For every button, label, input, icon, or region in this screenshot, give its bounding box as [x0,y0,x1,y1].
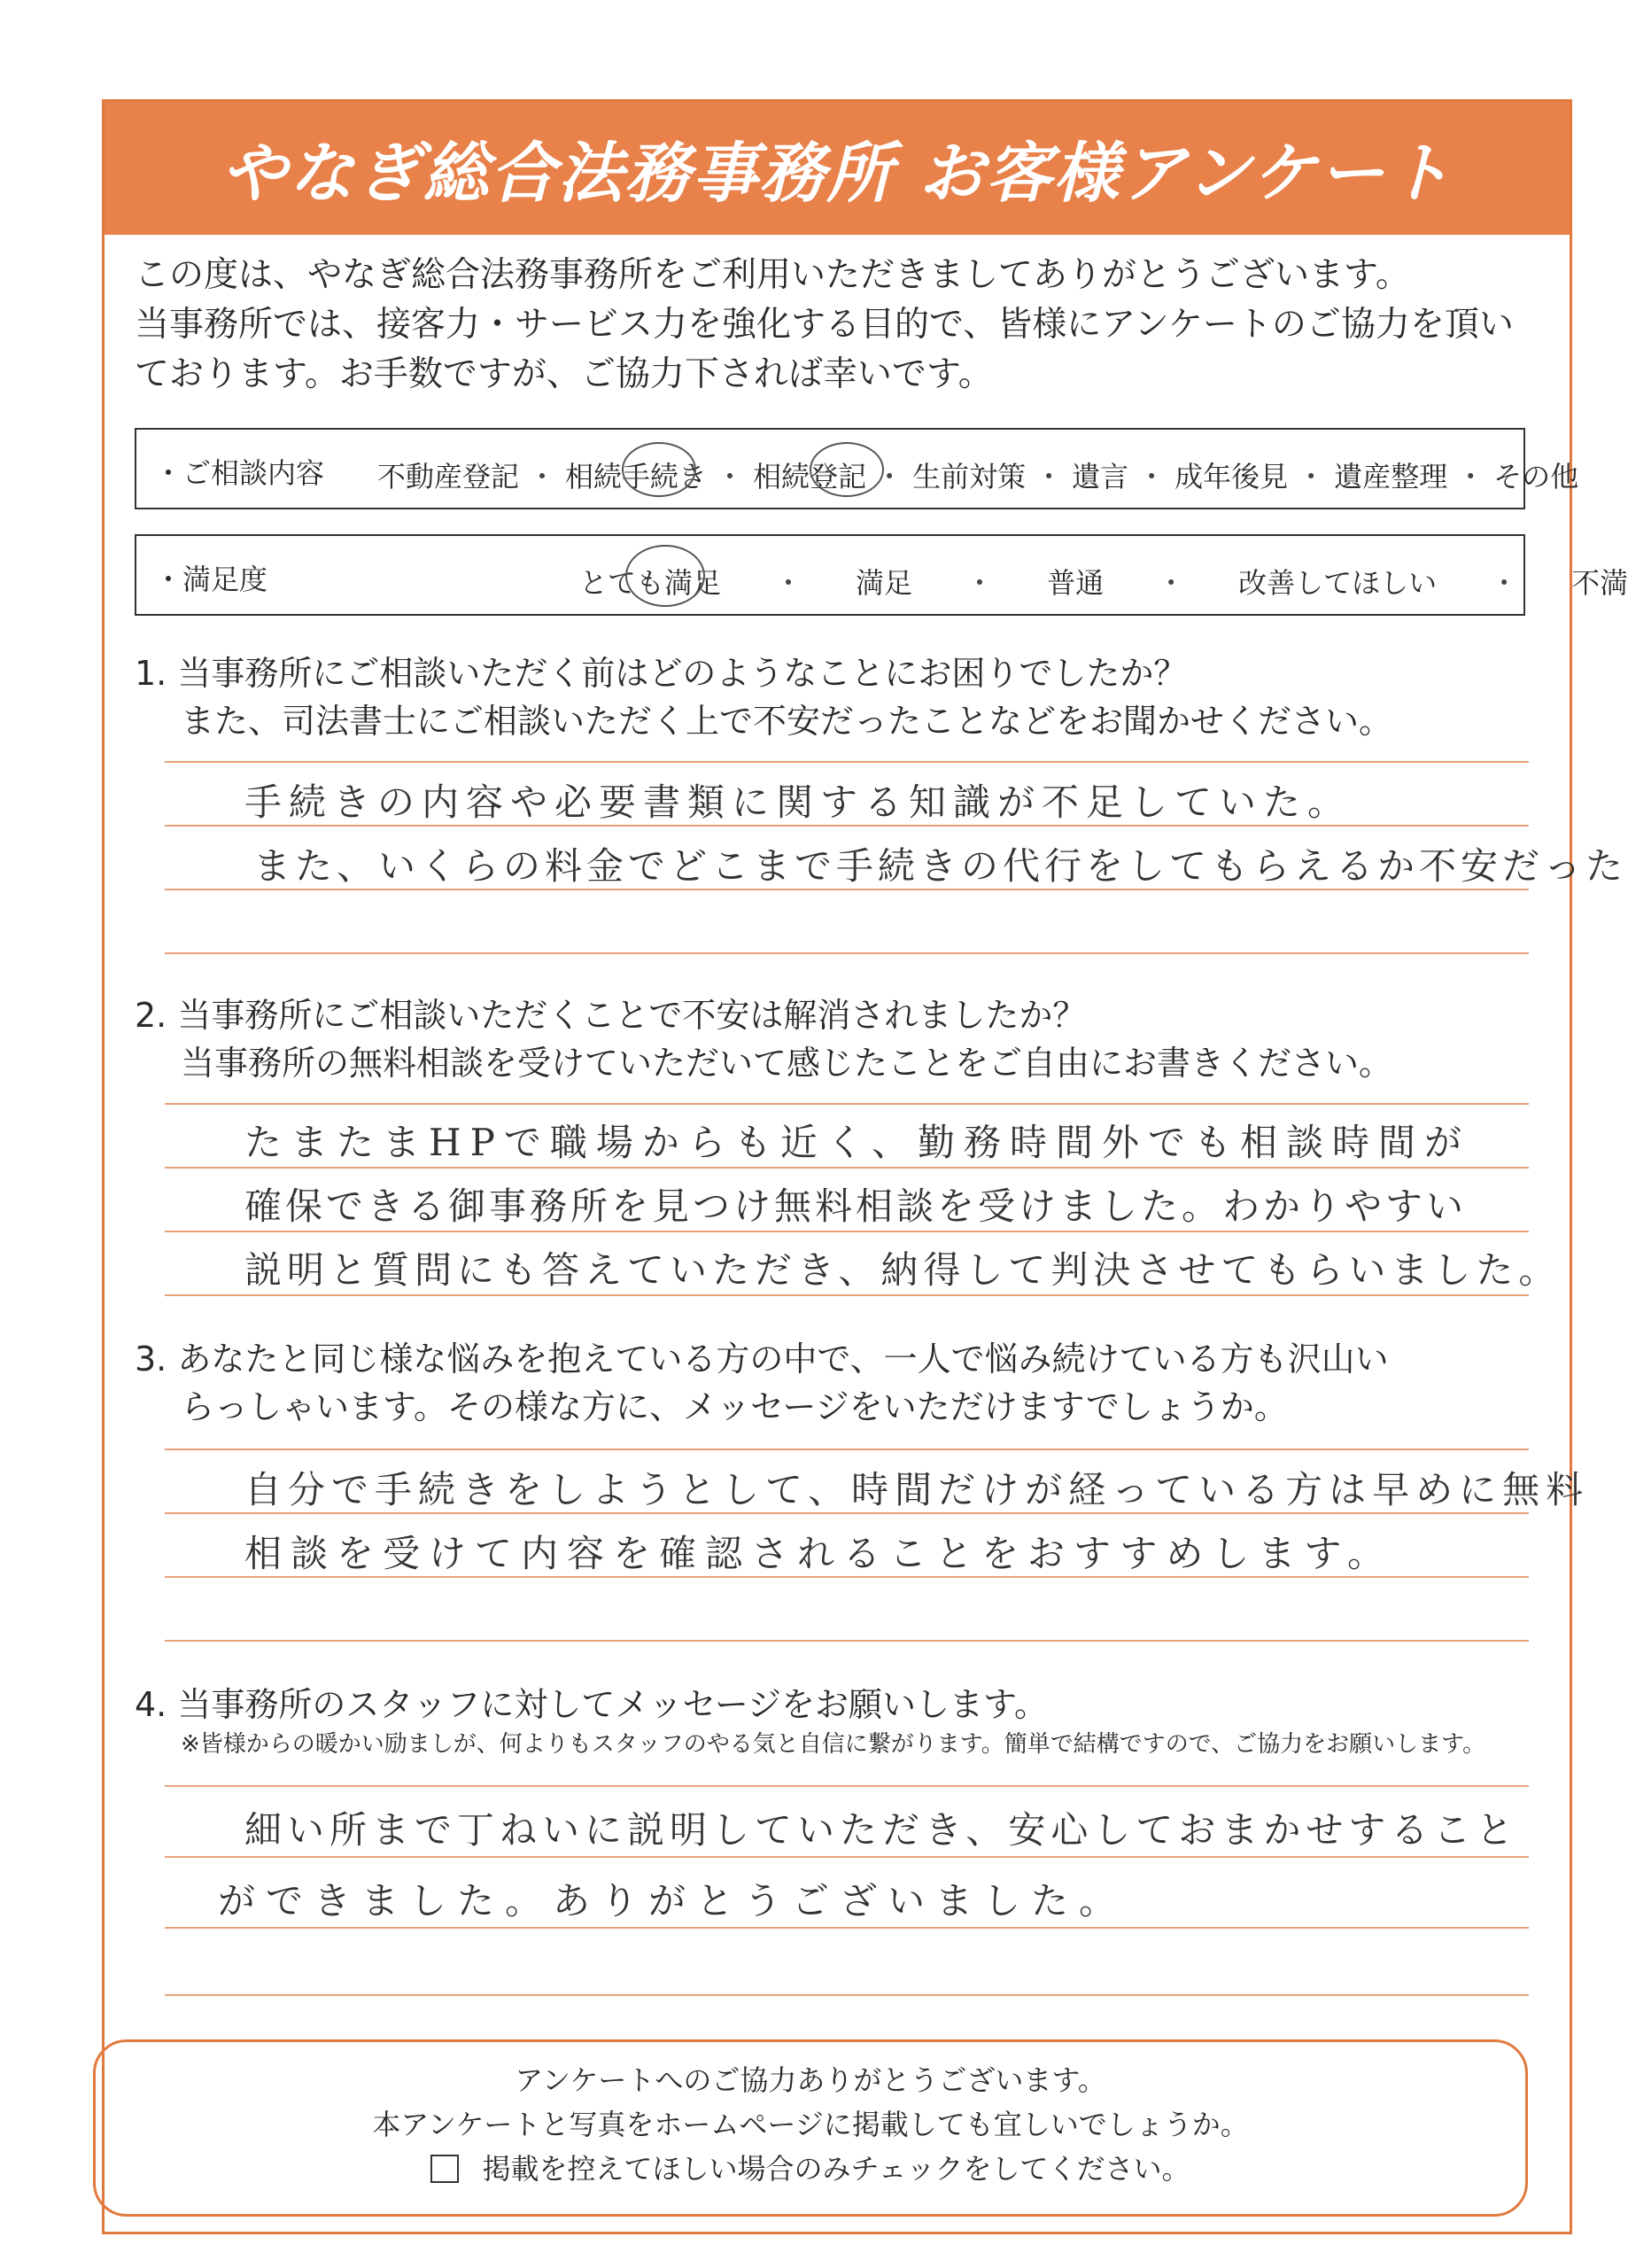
consultation-option[interactable]: 生前対策 [912,460,1027,493]
rule-line [165,1856,1529,1858]
intro-line: ております。お手数ですが、ご協力下されば幸いです。 [135,354,993,394]
rule-line [165,952,1529,954]
publish-opt-out-checkbox[interactable] [430,2155,459,2183]
separator: ・ [1490,566,1519,600]
satisfaction-option[interactable]: 改善してほしい [1238,566,1438,600]
separator: ・ [716,460,745,493]
handwritten-answer: 手続きの内容や必要書類に関する知識が不足していた。 [244,781,1353,824]
publish-opt-out-label: 掲載を控えてほしい場合のみチェックをしてください。 [482,2152,1190,2186]
consultation-option[interactable]: 相続手続き [565,460,708,493]
separator: ・ [1157,566,1186,600]
intro-line: この度は、やなぎ総合法務事務所をご利用いただきましてありがとうございます。 [135,255,1410,295]
consultation-option[interactable]: 相続登記 [753,460,867,493]
consultation-option[interactable]: 遺産整理 [1334,460,1448,493]
separator: ・ [774,566,803,600]
question-1 [135,649,1552,745]
separator: ・ [528,460,557,493]
handwritten-answer: 相談を受けて内容を確認されることをおすすめします。 [244,1532,1394,1575]
rule-line [165,1167,1529,1169]
selection-circle [622,442,696,497]
separator: ・ [875,460,904,493]
satisfaction-option[interactable]: 満足 [856,566,913,600]
form-header [105,102,1570,235]
question-3 [135,1335,1552,1431]
rule-line [165,1994,1529,1996]
question-text: らっしゃいます。その様な方に、メッセージをいただけますでしょうか。 [181,1387,1288,1426]
footer-thanks: アンケートへのご協力ありがとうございます。 [515,2063,1106,2097]
handwritten-answer: 自分で手続きをしようとして、時間だけが経っている方は早めに無料 [244,1468,1590,1511]
question-2 [135,991,1552,1087]
question-text: 当事務所の無料相談を受けていただいて感じたことをご自由にお書きください。 [181,1044,1393,1083]
satisfaction-option[interactable]: とても満足 [579,566,722,600]
footer-box [93,2039,1528,2217]
satisfaction-option[interactable]: 普通 [1047,566,1105,600]
consultation-option[interactable]: 遺言 [1072,460,1129,493]
rule-line [165,1294,1529,1296]
handwritten-answer: ができました。ありがとうございました。 [218,1879,1128,1922]
question-note: ※皆様からの暖かい励ましが、何よりもスタッフのやる気と自信に繋がります。簡単で結構ですので、ご協力をお願いします。 [181,1731,1486,1758]
handwritten-answer: 細い所まで丁ねいに説明していただき、安心しておまかせすること [244,1808,1519,1852]
separator: ・ [1456,460,1485,493]
question-text: 2. 当事務所にご相談いただくことで不安は解消されましたか？ [135,996,1087,1035]
rule-line [165,1927,1529,1929]
separator: ・ [1035,460,1064,493]
answer-area-2[interactable] [165,1103,1562,1316]
rule-line [165,1785,1529,1787]
consultation-option[interactable]: 不動産登記 [377,460,520,493]
question-text: 3. あなたと同じ様な悩みを抱えている方の中で、一人で悩み続けている方も沢山い [135,1340,1389,1379]
consultation-label: ・ご相談内容 [154,456,325,490]
consultation-options [377,454,1578,495]
consultation-option[interactable]: その他 [1493,460,1579,493]
answer-area-3[interactable] [165,1449,1590,1661]
handwritten-answer: また、いくらの料金でどこまで手続きの代行をしてもらえるか不安だった [253,844,1628,888]
footer-question: 本アンケートと写真をホームページに掲載しても宜しいでしょうか。 [372,2108,1249,2141]
publish-opt-out-row [96,2147,1525,2191]
rule-line [165,761,1529,763]
handwritten-answer: たまたまHPで職場からも近く、勤務時間外でも相談時間が [244,1121,1471,1164]
handwritten-answer: 確保できる御事務所を見つけ無料相談を受けました。わかりやすい [244,1184,1468,1228]
intro-text [135,251,1552,400]
form-title: やなぎ総合法務事務所 お客様アンケート [221,136,1454,212]
selection-circle [625,545,705,607]
answer-area-1[interactable] [165,761,1628,974]
satisfaction-box [135,534,1628,616]
consultation-box [135,428,1579,509]
question-text: 1. 当事務所にご相談いただく前はどのようなことにお困りでしたか？ [135,654,1188,693]
separator: ・ [965,566,995,600]
satisfaction-options [579,561,1628,602]
rule-line [165,1640,1529,1642]
intro-line: 当事務所では、接客力・サービス力を強化する目的で、皆様にアンケートのご協力を頂い [135,305,1514,345]
question-text: また、司法書士にご相談いただく上で不安だったことなどをお聞かせください。 [181,702,1393,741]
survey-form [102,99,1628,2234]
handwritten-answer: 説明と質問にも答えていただき、納得して判決させてもらいました。 [244,1248,1562,1292]
consultation-option[interactable]: 成年後見 [1174,460,1289,493]
satisfaction-option[interactable]: 不満 [1571,566,1628,600]
answer-area-4[interactable] [165,1785,1529,2069]
separator: ・ [1137,460,1167,493]
separator: ・ [1297,460,1326,493]
selection-circle [810,442,884,497]
rule-line [165,1449,1529,1450]
rule-line [165,1231,1529,1232]
question-text: 4. 当事務所のスタッフに対してメッセージをお願いします。 [135,1685,1049,1724]
question-4 [135,1681,1552,1760]
rule-line [165,1103,1529,1105]
satisfaction-label: ・満足度 [154,563,268,596]
